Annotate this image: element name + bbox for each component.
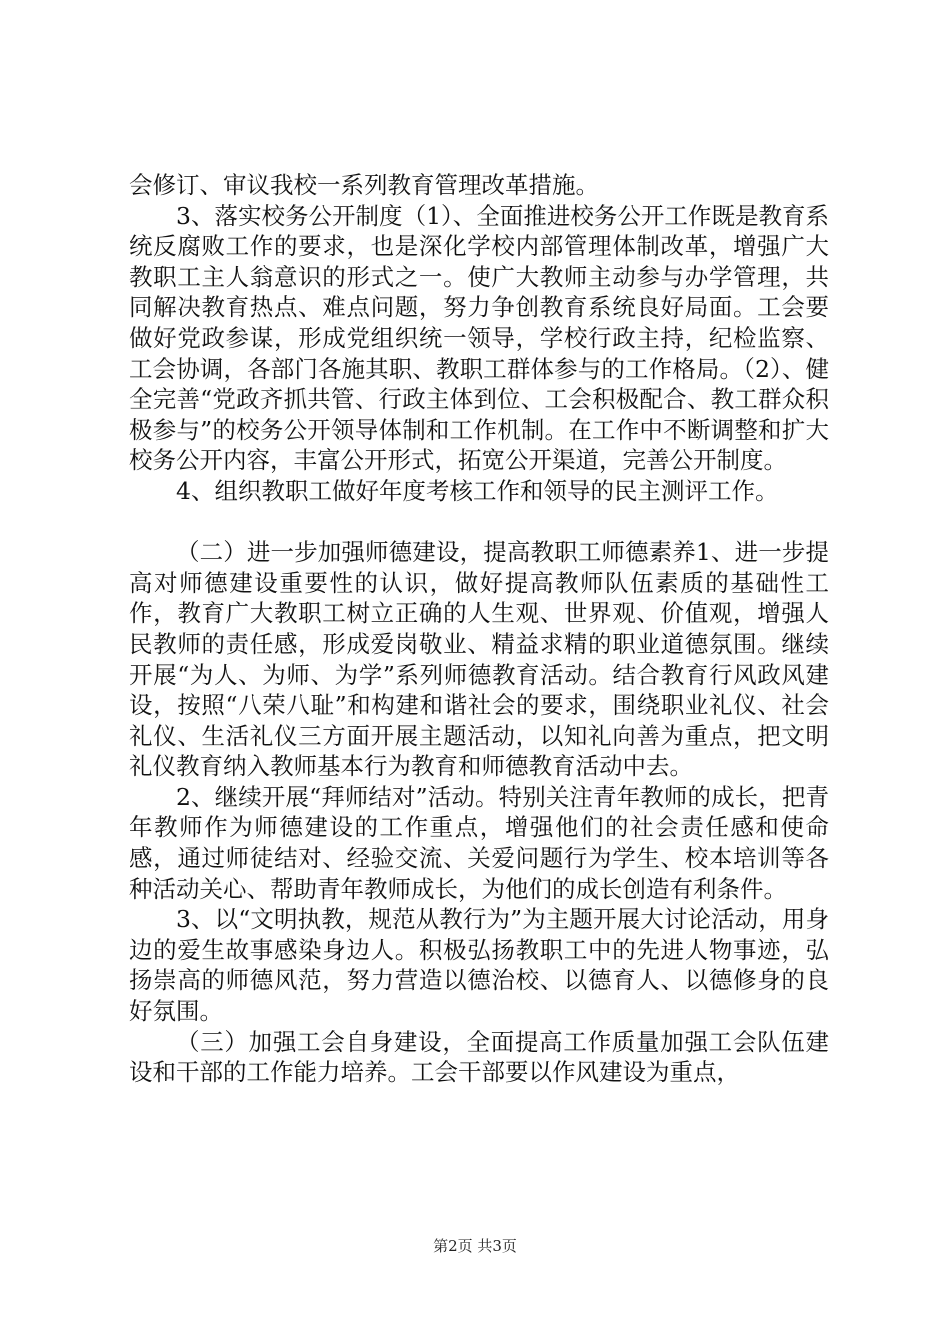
paragraph-section-3: （三）加强工会自身建设，全面提高工作质量加强工会队伍建设和干部的工作能力培养。工会干部要以作风建设为重点， <box>129 1027 829 1087</box>
paragraph-item-3: 3、落实校务公开制度（1）、全面推进校务公开工作既是教育系统反腐败工作的要求，也是深化学校内部管理体制改革，增强广大教职工主人翁意识的形式之一。使广大教师主动参与办学管理，共同解决教育热点、难点问题，努力争创教育系统良好局面。工会要做好党政参谋，形成党组织统一领导，学校行政主持，纪检监察、工会协调，各部门各施其职、教职工群体参与的工作格局。（2）、健全完善“党政齐抓共管、行政主体到位、工会积极配合、教工群众积极参与”的校务公开领导体制和工作机制。在工作中不断调整和扩大校务公开内容，丰富公开形式，拓宽公开渠道，完善公开制度。 <box>129 201 829 475</box>
paragraph-section-2: （二）进一步加强师德建设，提高教职工师德素养1、进一步提高对师德建设重要性的认识，做好提高教师队伍素质的基础性工作，教育广大教职工树立正确的人生观、世界观、价值观，增强人民教师的责任感，形成爱岗敬业、精益求精的职业道德氛围。继续开展“为人、为师、为学”系列师德教育活动。结合教育行风政风建设，按照“八荣八耻”和构建和谐社会的要求，围绕职业礼仪、社会礼仪、生活礼仪三方面开展主题活动，以知礼向善为重点，把文明礼仪教育纳入教师基本行为教育和师德教育活动中去。 <box>129 538 829 781</box>
paragraph-item-4: 4、组织教职工做好年度考核工作和领导的民主测评工作。 <box>176 476 779 505</box>
paragraph-item-2: 2、继续开展“拜师结对”活动。特别关注青年教师的成长，把青年教师作为师德建设的工作重点，增强他们的社会责任感和使命感，通过师徒结对、经验交流、关爱问题行为学生、校本培训等各种活动关心、帮助青年教师成长，为他们的成长创造有利条件。 <box>129 782 829 903</box>
paragraph-gap <box>129 507 829 538</box>
document-body <box>129 170 829 1088</box>
page-footer: 第2页 共3页 <box>433 1237 517 1255</box>
paragraph-continuation: 会修订、审议我校一系列教育管理改革措施。 <box>129 171 599 199</box>
paragraph-item-3b: 3、以“文明执教，规范从教行为”为主题开展大讨论活动，用身边的爱生故事感染身边人。积极弘扬教职工中的先进人物事迹，弘扬崇高的师德风范，努力营造以德治校、以德育人、以德修身的良好氛围。 <box>129 905 829 1026</box>
